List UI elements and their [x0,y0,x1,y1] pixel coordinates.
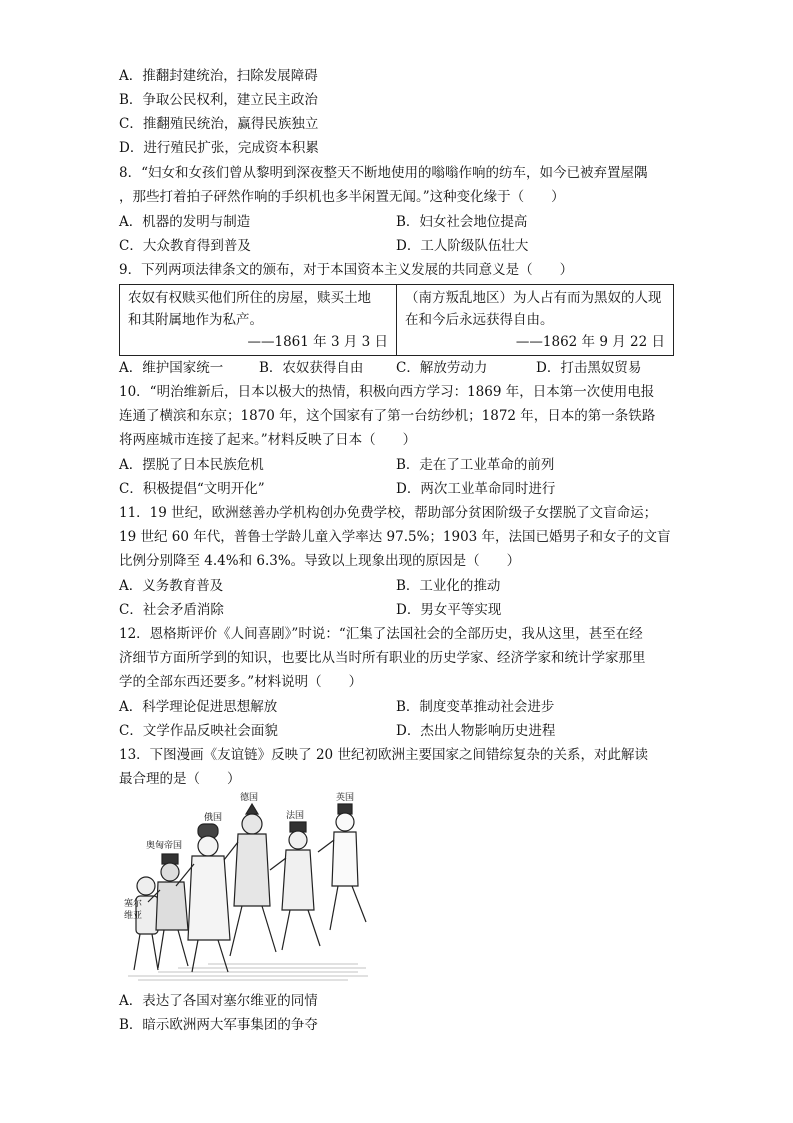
q8-option-b: B．妇女社会地位提高 [396,214,528,230]
q11-option-d: D．男女平等实现 [396,602,502,618]
friendship-chain-cartoon [118,790,374,986]
q11-stem-line3: 比例分别降至 4.4%和 6.3%。导致以上现象出现的原因是（ ） [119,553,521,569]
label-serbia-2: 维亚 [124,911,143,921]
label-austria: 奥匈帝国 [146,841,183,851]
q9-right-date: ——1862 年 9 月 22 日 [515,334,665,350]
q10-stem-line3: 将两座城市连接了起来。”材料反映了日本（ ） [119,432,417,448]
q12-option-d: D．杰出人物影响历史进程 [396,723,556,739]
britain-figure [318,804,366,930]
q12-stem-line1: 12．恩格斯评价《人间喜剧》”时说：“汇集了法国社会的全部历史，我从这里，甚至在经 [119,626,643,642]
q11-stem-line1: 11．19 世纪，欧洲慈善办学机构创办免费学校，帮助部分贫困阶级子女摆脱了文盲命运； [119,505,658,521]
q9-option-c: C．解放劳动力 [396,360,488,376]
q9-law-1862 [397,285,674,356]
q10-option-c: C．积极提倡“文明开化” [119,481,265,497]
q13-option-b: B．暗示欧洲两大军事集团的争夺 [119,1017,318,1033]
q9-stem: 9．下列两项法律条文的颁布，对于本国资本主义发展的共同意义是（ ） [119,262,574,278]
q9-left-text1: 农奴有权赎买他们所住的房屋，赎买土地 [128,290,371,306]
q12-stem-line2: 济细节方面所学到的知识，也要比从当时所有职业的历史学家、经济学家和统计学家那里 [119,650,646,666]
q13-option-a: A．表达了各国对塞尔维亚的同情 [119,993,318,1009]
germany-figure [224,804,276,956]
q9-left-text2: 和其附属地作为私产。 [128,312,263,328]
label-serbia-1: 塞尔 [124,899,143,909]
label-germany: 德国 [240,793,259,803]
q12-option-c: C．文学作品反映社会面貌 [119,723,278,739]
q9-option-b: B．农奴获得自由 [259,360,364,376]
q11-option-b: B．工业化的推动 [396,578,501,594]
q10-option-d: D．两次工业革命同时进行 [396,481,556,497]
q11-stem-line2: 19 世纪 60 年代，普鲁士学龄儿童入学率达 97.5%；1903 年，法国已婚男子和女子的文盲 [119,529,671,545]
q8-option-a: A．机器的发明与制造 [119,214,251,230]
q9-law-table [119,284,674,356]
q8-stem-line2: ，那些打着拍子砰然作响的手织机也多半闲置无闻。”这种变化缘于（ ） [119,189,565,205]
q7-option-b: B．争取公民权利，建立民主政治 [119,92,318,108]
q9-option-a: A．维护国家统一 [119,360,224,376]
q12-stem-line3: 学的全部东西还要多。”材料说明（ ） [119,674,363,690]
q13-stem-line2: 最合理的是（ ） [119,771,241,787]
label-france: 法国 [286,811,305,821]
q10-option-b: B．走在了工业革命的前列 [396,457,555,473]
ground-shading [128,964,368,980]
q8-option-c: C．大众教育得到普及 [119,238,251,254]
q10-stem-line1: 10．“明治维新后，日本以极大的热情，积极向西方学习：1869 年，日本第一次使用电报 [119,384,655,400]
q11-option-c: C．社会矛盾消除 [119,602,224,618]
q12-option-b: B．制度变革推动社会进步 [396,699,555,715]
q9-right-text2: 在和今后永远获得自由。 [405,312,554,328]
q9-option-d: D．打击黑奴贸易 [536,360,642,376]
q9-left-date: ——1861 年 3 月 3 日 [247,334,388,350]
q11-option-a: A．义务教育普及 [119,578,224,594]
q7-option-a: A．推翻封建统治，扫除发展障碍 [119,68,318,84]
q9-right-text1: （南方叛乱地区）为人占有而为黑奴的人现 [405,290,662,306]
q9-law-1861 [120,285,397,356]
q8-stem-line1: 8．“妇女和女孩们曾从黎明到深夜整天不断地使用的嗡嗡作响的纺车，如今已被弃置屋隅 [119,165,648,181]
q10-option-a: A．摆脱了日本民族危机 [119,457,264,473]
serbia-figure [134,877,158,970]
q13-stem-line1: 13．下图漫画《友谊链》反映了 20 世纪初欧洲主要国家之间错综复杂的关系，对此解读 [119,747,648,763]
q8-option-d: D．工人阶级队伍壮大 [396,238,529,254]
q7-option-d: D．进行殖民扩张，完成资本积累 [119,140,319,156]
q10-stem-line2: 连通了横滨和东京；1870 年，这个国家有了第一台纺纱机；1872 年，日本的第一条铁路 [119,408,656,424]
q12-option-a: A．科学理论促进思想解放 [119,699,278,715]
label-britain: 英国 [336,793,355,803]
q7-option-c: C．推翻殖民统治，赢得民族独立 [119,116,319,132]
france-figure [270,822,320,950]
label-russia: 俄国 [204,813,223,823]
